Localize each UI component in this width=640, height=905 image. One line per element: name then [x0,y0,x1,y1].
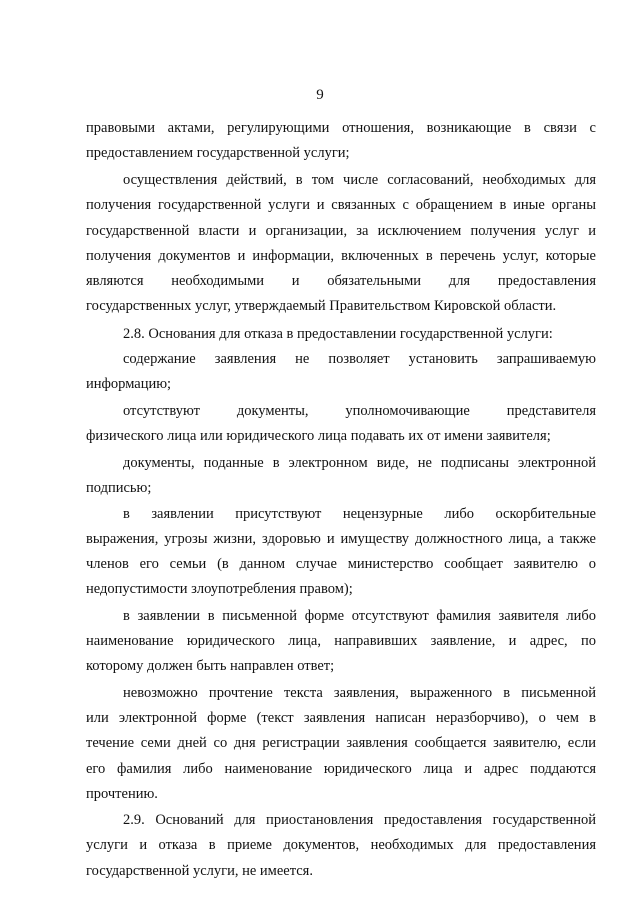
text-line: правовыми актами, регулирующими отношения, возникающие в связи с [86,120,596,136]
text-line: невозможно прочтение текста заявления, выраженного в письменной [123,685,596,701]
text-line: государственной услуги, не имеется. [86,863,313,879]
text-line: прочтению. [86,786,158,802]
text-line: его фамилия либо наименование юридического лица и адрес поддаются [86,761,596,777]
text-line: или электронной форме (текст заявления написан неразборчиво), о чем в [86,710,596,726]
text-line: содержание заявления не позволяет установить запрашиваемую [123,351,596,367]
text-line: получения документов и информации, включенных в перечень услуг, которые [86,248,596,264]
text-line: которому должен быть направлен ответ; [86,658,335,674]
text-line: выражения, угрозы жизни, здоровью и имуществу должностного лица, а также [86,531,596,547]
text-line: услуги и отказа в приеме документов, необходимых для предоставления [86,837,596,853]
text-line: в заявлении присутствуют нецензурные либо оскорбительные [123,506,596,522]
text-line: недопустимости злоупотребления правом); [86,581,353,597]
page-number: 9 [316,87,324,103]
text-line: 2.8. Основания для отказа в предоставлении государственной услуги: [123,326,553,342]
text-line: физического лица или юридического лица подавать их от имени заявителя; [86,428,551,444]
text-line: осуществления действий, в том числе согласований, необходимых для [123,172,596,188]
text-line: предоставлением государственной услуги; [86,145,350,161]
text-line: 2.9. Оснований для приостановления предоставления государственной [123,812,596,828]
text-line: получения государственной услуги и связанных с обращением в иные органы [86,197,596,213]
text-line: документы, поданные в электронном виде, не подписаны электронной [123,455,596,471]
text-line: государственной власти и организации, за исключением получения услуг и [86,223,596,239]
text-line: являются необходимыми и обязательными для предоставления [86,273,596,289]
text-line: наименование юридического лица, направивших заявление, и адрес, по [86,633,596,649]
text-line: членов его семьи (в данном случае министерство сообщает заявителю о [86,556,596,572]
text-line: отсутствуют документы, уполномочивающие представителя [123,403,596,419]
text-line: информацию; [86,376,172,392]
text-line: государственных услуг, утверждаемый Правительством Кировской области. [86,298,557,314]
text-line: течение семи дней со дня регистрации заявления сообщается заявителю, если [86,735,596,751]
text-line: в заявлении в письменной форме отсутствуют фамилия заявителя либо [123,608,596,624]
text-line: подписью; [86,480,152,496]
